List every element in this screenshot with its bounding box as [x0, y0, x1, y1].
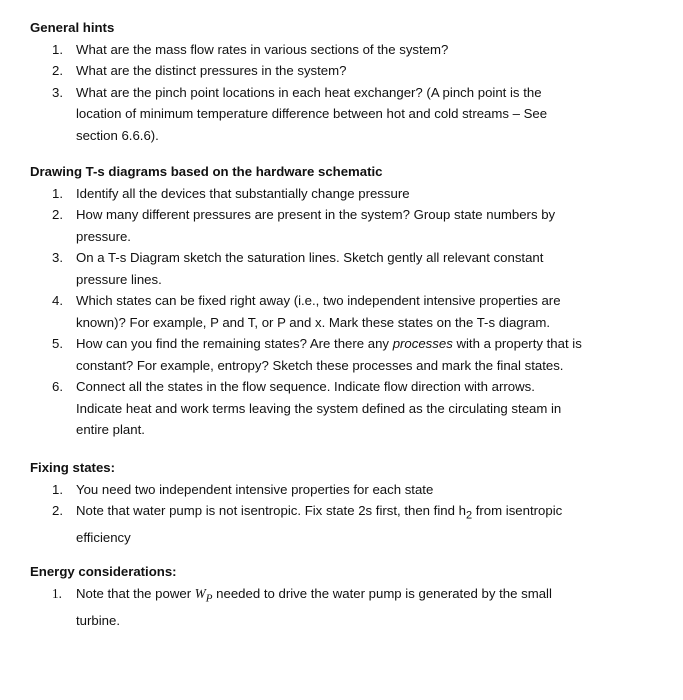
item-text-line: Which states can be fixed right away (i.e., two independent intensive properties are — [76, 293, 561, 308]
energy-considerations-section — [30, 561, 630, 631]
item-text-line: known)? For example, P and T, or P and x. Mark these states on the T-s diagram. — [76, 314, 551, 330]
power-symbol — [194, 585, 213, 605]
list-item — [30, 39, 630, 61]
subscript-text: P — [205, 592, 213, 605]
item-number: 3. — [52, 250, 63, 265]
item-text: You need two independent intensive properties for each state — [76, 481, 434, 497]
item-text-segment: needed to drive the water pump is generated by the small — [212, 585, 552, 601]
list-item — [30, 247, 630, 290]
item-text-line: entire plant. — [76, 422, 145, 437]
list-item — [30, 290, 630, 333]
item-text-line: efficiency — [76, 530, 131, 546]
numbered-list — [30, 183, 630, 441]
item-number: 2. — [52, 63, 63, 78]
list-item — [30, 82, 630, 147]
item-text-line: location of minimum temperature difference between hot and cold streams – See — [76, 106, 548, 121]
item-text-line: pressure lines. — [76, 271, 162, 287]
item-number: 1. — [52, 585, 62, 601]
list-item — [30, 376, 630, 441]
item-number: 1. — [52, 481, 63, 497]
item-text-line: turbine. — [76, 612, 120, 628]
item-text: What are the mass flow rates in various sections of the system? — [76, 41, 449, 57]
item-text: What are the distinct pressures in the system? — [76, 63, 347, 78]
list-item — [30, 204, 630, 247]
item-text-line: section 6.6.6). — [76, 127, 159, 143]
numbered-list — [30, 39, 630, 147]
item-number: 3. — [52, 84, 63, 100]
item-text-line — [76, 500, 630, 527]
item-text-line: Indicate heat and work terms leaving the system defined as the circulating steam in — [76, 400, 562, 416]
item-text-line: How many different pressures are present in the system? Group state numbers by — [76, 207, 556, 222]
item-number: 6. — [52, 379, 63, 394]
emphasis-text: processes — [392, 336, 453, 351]
section-heading: Drawing T-s diagrams based on the hardware schematic — [30, 164, 383, 179]
fixing-states-section — [30, 457, 630, 549]
list-item — [30, 333, 630, 376]
section-heading: General hints — [30, 20, 115, 35]
item-text-segment: with a property that is — [452, 336, 582, 351]
item-number: 2. — [52, 207, 63, 222]
item-text-segment: from isentropic — [472, 503, 563, 518]
item-text-segment: Note that the power — [76, 585, 195, 601]
item-number: 5. — [52, 336, 63, 351]
item-number: 1. — [52, 185, 63, 201]
item-text-segment: How can you find the remaining states? Are there any — [76, 336, 393, 351]
power-symbol-letter: W — [194, 585, 206, 601]
item-text-segment: Note that water pump is not isentropic. Fix state 2s first, then find h — [76, 503, 466, 518]
section-heading: Fixing states: — [30, 460, 116, 475]
item-number: 4. — [52, 293, 63, 308]
item-text-line: pressure. — [76, 228, 131, 244]
item-text-line: What are the pinch point locations in each heat exchanger? (A pinch point is the — [76, 84, 542, 100]
item-number: 2. — [52, 503, 63, 518]
item-text-line — [76, 333, 630, 355]
item-text-line: Connect all the states in the flow sequence. Indicate flow direction with arrows. — [76, 379, 535, 394]
subscript-text: 2 — [465, 509, 473, 522]
list-item — [30, 183, 630, 205]
list-item — [30, 479, 630, 501]
item-text: Identify all the devices that substantially change pressure — [76, 185, 410, 201]
drawing-ts-section — [30, 161, 630, 441]
numbered-list — [30, 583, 630, 632]
list-item — [30, 500, 630, 549]
item-text-line: constant? For example, entropy? Sketch these processes and mark the final states. — [76, 357, 564, 373]
section-heading: Energy considerations: — [30, 564, 177, 579]
item-text-line: On a T-s Diagram sketch the saturation lines. Sketch gently all relevant constant — [76, 250, 544, 265]
list-item — [30, 60, 630, 82]
numbered-list — [30, 479, 630, 549]
item-text-line — [76, 583, 630, 610]
item-number: 1. — [52, 41, 63, 57]
general-hints-section — [30, 17, 630, 146]
list-item — [30, 583, 630, 632]
